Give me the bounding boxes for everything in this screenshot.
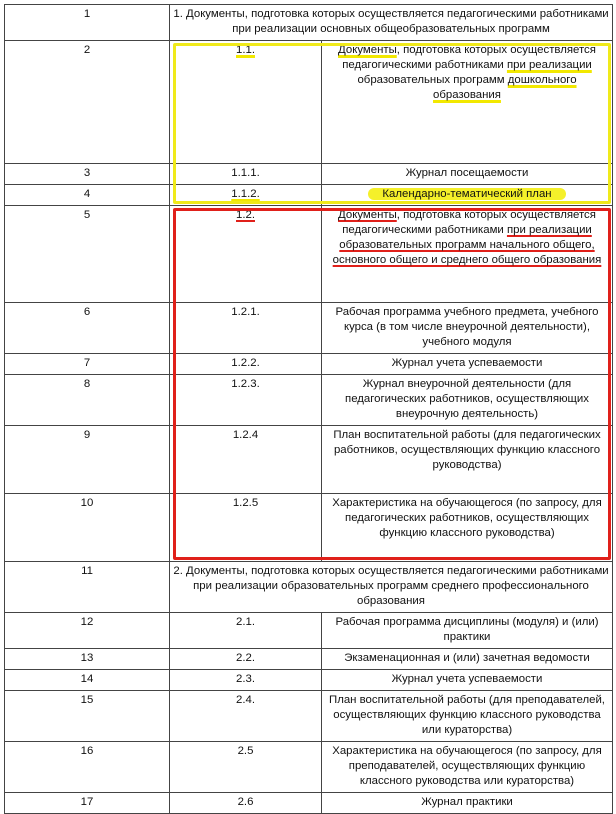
- table-row: [5, 691, 613, 742]
- highlighted-text: Календарно-тематический план: [368, 188, 565, 200]
- row-number: 15: [5, 691, 170, 742]
- table-row: [5, 206, 613, 303]
- row-document: Журнал учета успеваемости: [322, 354, 613, 375]
- row-number: 1: [5, 5, 170, 41]
- row-document: Рабочая программа дисциплины (модуля) и (или) практики: [322, 613, 613, 649]
- row-document: План воспитательной работы (для преподавателей, осуществляющих функцию классного руководства или кураторства): [322, 691, 613, 742]
- row-number: 6: [5, 303, 170, 354]
- table-row: [5, 793, 613, 814]
- code-highlight: 1.1.: [236, 44, 255, 56]
- table-row: [5, 41, 613, 164]
- row-code: 2.1.: [170, 613, 322, 649]
- row-number: 4: [5, 185, 170, 206]
- row-document: Журнал внеурочной деятельности (для педагогических работников, осуществляющих внеурочную деятельность): [322, 375, 613, 426]
- row-document: Характеристика на обучающегося (по запросу, для преподавателей, осуществляющих функцию классного руководства или кураторства): [322, 742, 613, 793]
- section-heading: 1. Документы, подготовка которых осуществляется педагогическими работниками при реализации основных общеобразовательных программ: [170, 5, 613, 41]
- row-number: 9: [5, 426, 170, 494]
- row-code: 2.3.: [170, 670, 322, 691]
- table-row: [5, 562, 613, 613]
- row-document: [322, 185, 613, 206]
- table-row: [5, 613, 613, 649]
- row-code: [170, 41, 322, 164]
- row-code: 2.5: [170, 742, 322, 793]
- row-number: 12: [5, 613, 170, 649]
- row-number: 13: [5, 649, 170, 670]
- row-number: 2: [5, 41, 170, 164]
- row-code: 2.2.: [170, 649, 322, 670]
- table-row: [5, 494, 613, 562]
- row-code: 1.1.2.: [170, 185, 322, 206]
- row-document: Журнал учета успеваемости: [322, 670, 613, 691]
- row-document: Журнал посещаемости: [322, 164, 613, 185]
- row-number: 3: [5, 164, 170, 185]
- row-document: Рабочая программа учебного предмета, учебного курса (в том числе внеурочной деятельности), учебного модуля: [322, 303, 613, 354]
- row-number: 5: [5, 206, 170, 303]
- row-document: Документы, подготовка которых осуществляется педагогическими работниками при реализации образовательных программ дошкольного образования: [322, 41, 613, 164]
- row-number: 8: [5, 375, 170, 426]
- table-row: [5, 354, 613, 375]
- row-code: 1.2.5: [170, 494, 322, 562]
- row-code: 1.2.: [170, 206, 322, 303]
- section-heading: 2. Документы, подготовка которых осуществляется педагогическими работниками при реализации образовательных программ среднего профессионального образования: [170, 562, 613, 613]
- row-number: 7: [5, 354, 170, 375]
- table-row: [5, 649, 613, 670]
- table-row: [5, 303, 613, 354]
- row-code: 1.2.3.: [170, 375, 322, 426]
- row-code: 2.6: [170, 793, 322, 814]
- table-row: [5, 185, 613, 206]
- row-number: 17: [5, 793, 170, 814]
- row-number: 11: [5, 562, 170, 613]
- row-document: План воспитательной работы (для педагогических работников, осуществляющих функцию классного руководства): [322, 426, 613, 494]
- row-document: Экзаменационная и (или) зачетная ведомости: [322, 649, 613, 670]
- table-row: [5, 670, 613, 691]
- row-code: 1.2.1.: [170, 303, 322, 354]
- row-document: Характеристика на обучающегося (по запросу, для педагогических работников, осуществляющих функцию классного руководства): [322, 494, 613, 562]
- row-number: 16: [5, 742, 170, 793]
- row-code: 2.4.: [170, 691, 322, 742]
- row-code: 1.1.1.: [170, 164, 322, 185]
- row-code: 1.2.2.: [170, 354, 322, 375]
- row-number: 14: [5, 670, 170, 691]
- table-row: [5, 5, 613, 41]
- row-number: 10: [5, 494, 170, 562]
- documents-table: [4, 4, 613, 814]
- table-row: [5, 164, 613, 185]
- table-row: [5, 426, 613, 494]
- row-document: Журнал практики: [322, 793, 613, 814]
- row-document: Документы, подготовка которых осуществляется педагогическими работниками при реализации образовательных программ начального общего, основного общего и среднего общего образования: [322, 206, 613, 303]
- table-row: [5, 742, 613, 793]
- table-row: [5, 375, 613, 426]
- row-code: 1.2.4: [170, 426, 322, 494]
